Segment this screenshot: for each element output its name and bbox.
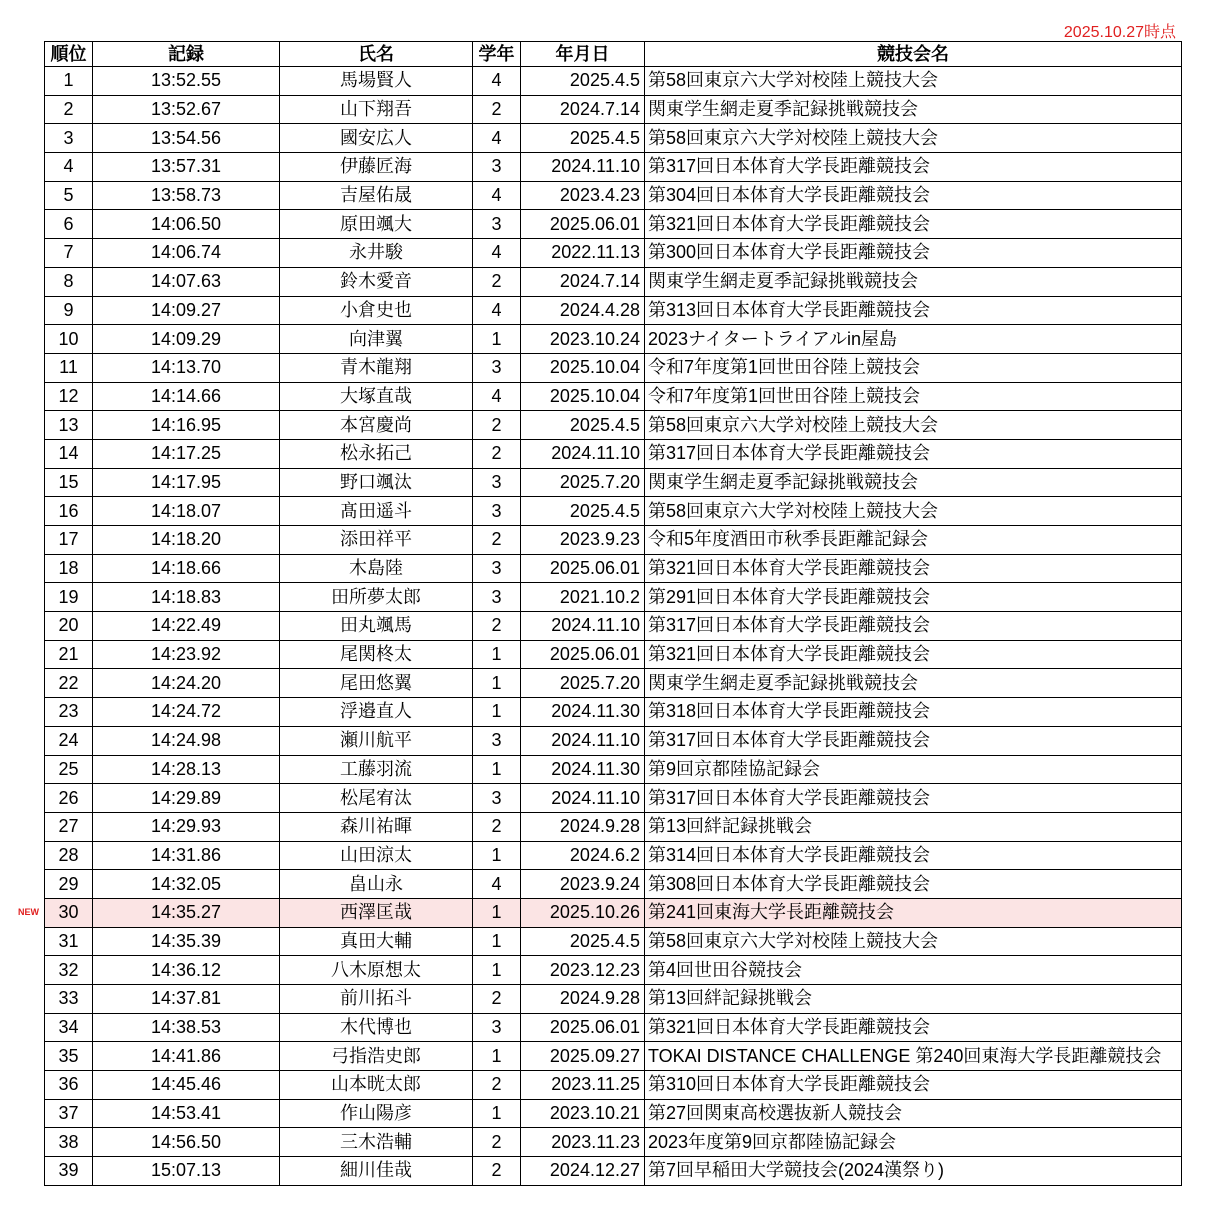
name-cell: 松尾宥汰: [280, 784, 473, 813]
grade-cell: 2: [473, 812, 521, 841]
record-cell: 13:57.31: [93, 153, 280, 182]
record-cell: 14:07.63: [93, 267, 280, 296]
record-cell: 14:45.46: [93, 1071, 280, 1100]
date-cell: 2024.11.10: [521, 726, 645, 755]
name-cell: 吉屋佑晟: [280, 181, 473, 210]
table-row: [45, 439, 1182, 468]
rank-cell: 28: [45, 841, 93, 870]
table-row: [45, 353, 1182, 382]
date-cell: 2025.06.01: [521, 640, 645, 669]
record-cell: 14:32.05: [93, 870, 280, 899]
grade-cell: 1: [473, 640, 521, 669]
meet-cell: 第13回絆記録挑戦会: [645, 812, 1182, 841]
record-cell: 14:38.53: [93, 1013, 280, 1042]
table-row: [45, 382, 1182, 411]
record-cell: 14:18.07: [93, 497, 280, 526]
date-cell: 2025.09.27: [521, 1042, 645, 1071]
date-cell: 2024.9.28: [521, 812, 645, 841]
table-row: [45, 1099, 1182, 1128]
grade-cell: 2: [473, 526, 521, 555]
meet-cell: 2023年度第9回京都陸協記録会: [645, 1128, 1182, 1157]
table-row: [45, 669, 1182, 698]
table-row: [45, 239, 1182, 268]
grade-cell: 2: [473, 95, 521, 124]
grade-cell: 3: [473, 353, 521, 382]
rank-cell: 17: [45, 526, 93, 555]
name-cell: 田所夢太郎: [280, 583, 473, 612]
meet-cell: 第308回日本体育大学長距離競技会: [645, 870, 1182, 899]
date-cell: 2025.10.04: [521, 382, 645, 411]
rank-cell: 15: [45, 468, 93, 497]
record-cell: 14:24.72: [93, 698, 280, 727]
record-cell: 14:24.20: [93, 669, 280, 698]
table-row: [45, 67, 1182, 96]
table-row: [45, 726, 1182, 755]
record-cell: 13:58.73: [93, 181, 280, 210]
rank-cell: 37: [45, 1099, 93, 1128]
rank-cell: 20: [45, 612, 93, 641]
table-row: [45, 411, 1182, 440]
name-cell: 前川拓斗: [280, 985, 473, 1014]
meet-cell: 令和5年度酒田市秋季長距離記録会: [645, 526, 1182, 555]
name-cell: 伊藤匠海: [280, 153, 473, 182]
table-row: [45, 526, 1182, 555]
meet-cell: 第317回日本体育大学長距離競技会: [645, 612, 1182, 641]
meet-cell: 第317回日本体育大学長距離競技会: [645, 439, 1182, 468]
meet-cell: 第7回早稲田大学競技会(2024漢祭り): [645, 1157, 1182, 1186]
table-row: [45, 812, 1182, 841]
table-row: [45, 468, 1182, 497]
date-cell: 2024.6.2: [521, 841, 645, 870]
table-row: [45, 612, 1182, 641]
name-cell: 向津翼: [280, 325, 473, 354]
date-cell: 2025.10.04: [521, 353, 645, 382]
rank-cell: 31: [45, 927, 93, 956]
name-cell: 細川佳哉: [280, 1157, 473, 1186]
name-cell: 國安広人: [280, 124, 473, 153]
table-row: [45, 267, 1182, 296]
meet-cell: 関東学生網走夏季記録挑戦競技会: [645, 468, 1182, 497]
table-row: [45, 841, 1182, 870]
meet-cell: 第317回日本体育大学長距離競技会: [645, 726, 1182, 755]
table-row: [45, 985, 1182, 1014]
rank-cell: 3: [45, 124, 93, 153]
grade-cell: 3: [473, 497, 521, 526]
grade-cell: 2: [473, 985, 521, 1014]
header-record: 記録: [93, 42, 280, 67]
grade-cell: 3: [473, 554, 521, 583]
grade-cell: 3: [473, 210, 521, 239]
date-cell: 2024.7.14: [521, 95, 645, 124]
record-cell: 14:09.27: [93, 296, 280, 325]
header-grade: 学年: [473, 42, 521, 67]
date-cell: 2025.4.5: [521, 124, 645, 153]
name-cell: 三木浩輔: [280, 1128, 473, 1157]
table-row: [45, 1013, 1182, 1042]
meet-cell: 第321回日本体育大学長距離競技会: [645, 554, 1182, 583]
grade-cell: 2: [473, 411, 521, 440]
grade-cell: 3: [473, 784, 521, 813]
date-cell: 2023.12.23: [521, 956, 645, 985]
date-cell: 2025.06.01: [521, 1013, 645, 1042]
date-cell: 2024.11.10: [521, 612, 645, 641]
name-cell: 原田颯大: [280, 210, 473, 239]
rank-cell: 27: [45, 812, 93, 841]
table-row: [45, 870, 1182, 899]
rank-cell: 16: [45, 497, 93, 526]
name-cell: 野口颯汰: [280, 468, 473, 497]
date-cell: 2023.10.21: [521, 1099, 645, 1128]
grade-cell: 1: [473, 669, 521, 698]
rank-cell: 8: [45, 267, 93, 296]
name-cell: 添田祥平: [280, 526, 473, 555]
rank-cell: 18: [45, 554, 93, 583]
record-cell: 14:29.89: [93, 784, 280, 813]
record-cell: 13:52.55: [93, 67, 280, 96]
meet-cell: 第300回日本体育大学長距離競技会: [645, 239, 1182, 268]
name-cell: 本宮慶尚: [280, 411, 473, 440]
grade-cell: 2: [473, 612, 521, 641]
grade-cell: 3: [473, 726, 521, 755]
rank-cell: 32: [45, 956, 93, 985]
grade-cell: 2: [473, 267, 521, 296]
date-cell: 2024.11.30: [521, 698, 645, 727]
meet-cell: 第27回関東高校選抜新人競技会: [645, 1099, 1182, 1128]
grade-cell: 1: [473, 698, 521, 727]
meet-cell: 第321回日本体育大学長距離競技会: [645, 1013, 1182, 1042]
record-cell: 13:52.67: [93, 95, 280, 124]
grade-cell: 1: [473, 1042, 521, 1071]
meet-cell: 関東学生網走夏季記録挑戦競技会: [645, 669, 1182, 698]
date-cell: 2023.11.25: [521, 1071, 645, 1100]
rank-cell: 25: [45, 755, 93, 784]
date-cell: 2023.9.24: [521, 870, 645, 899]
rank-cell: 39: [45, 1157, 93, 1186]
record-cell: 14:31.86: [93, 841, 280, 870]
name-cell: 工藤羽流: [280, 755, 473, 784]
table-row: [45, 583, 1182, 612]
meet-cell: 第314回日本体育大学長距離競技会: [645, 841, 1182, 870]
grade-cell: 1: [473, 841, 521, 870]
record-cell: 14:41.86: [93, 1042, 280, 1071]
name-cell: 八木原想太: [280, 956, 473, 985]
meet-cell: 第321回日本体育大学長距離競技会: [645, 210, 1182, 239]
date-cell: 2024.11.10: [521, 784, 645, 813]
date-cell: 2022.11.13: [521, 239, 645, 268]
table-row: [45, 1157, 1182, 1186]
table-row: [45, 153, 1182, 182]
rank-cell: 30: [45, 898, 93, 927]
record-cell: 14:17.95: [93, 468, 280, 497]
rank-cell: 14: [45, 439, 93, 468]
rank-cell: 35: [45, 1042, 93, 1071]
name-cell: 松永拓己: [280, 439, 473, 468]
rank-cell: 13: [45, 411, 93, 440]
date-cell: 2024.9.28: [521, 985, 645, 1014]
meet-cell: 令和7年度第1回世田谷陸上競技会: [645, 382, 1182, 411]
meet-cell: 2023ナイタートライアルin屋島: [645, 325, 1182, 354]
header-date: 年月日: [521, 42, 645, 67]
date-cell: 2025.7.20: [521, 468, 645, 497]
name-cell: 浮邉直人: [280, 698, 473, 727]
rank-cell: 5: [45, 181, 93, 210]
record-cell: 14:18.83: [93, 583, 280, 612]
grade-cell: 4: [473, 382, 521, 411]
record-cell: 14:14.66: [93, 382, 280, 411]
name-cell: 尾田悠翼: [280, 669, 473, 698]
meet-cell: 第318回日本体育大学長距離競技会: [645, 698, 1182, 727]
grade-cell: 3: [473, 153, 521, 182]
table-row: [45, 927, 1182, 956]
meet-cell: 第58回東京六大学対校陸上競技大会: [645, 927, 1182, 956]
meet-cell: 関東学生網走夏季記録挑戦競技会: [645, 267, 1182, 296]
rank-cell: 22: [45, 669, 93, 698]
meet-cell: 第58回東京六大学対校陸上競技大会: [645, 497, 1182, 526]
record-cell: 14:53.41: [93, 1099, 280, 1128]
meet-cell: 第313回日本体育大学長距離競技会: [645, 296, 1182, 325]
date-cell: 2023.9.23: [521, 526, 645, 555]
table-row: [45, 554, 1182, 583]
record-cell: 14:06.50: [93, 210, 280, 239]
rank-cell: 11: [45, 353, 93, 382]
header-rank: 順位: [45, 42, 93, 67]
rank-cell: 38: [45, 1128, 93, 1157]
rank-cell: 10: [45, 325, 93, 354]
table-row: [45, 124, 1182, 153]
rank-cell: 26: [45, 784, 93, 813]
grade-cell: 1: [473, 956, 521, 985]
name-cell: 髙田遥斗: [280, 497, 473, 526]
table-row: [45, 1042, 1182, 1071]
date-cell: 2024.7.14: [521, 267, 645, 296]
grade-cell: 3: [473, 468, 521, 497]
name-cell: 弓指浩史郎: [280, 1042, 473, 1071]
name-cell: 西澤匡哉: [280, 898, 473, 927]
name-cell: 田丸颯馬: [280, 612, 473, 641]
name-cell: 青木龍翔: [280, 353, 473, 382]
record-cell: 14:17.25: [93, 439, 280, 468]
rank-cell: 34: [45, 1013, 93, 1042]
date-cell: 2024.4.28: [521, 296, 645, 325]
date-cell: 2025.4.5: [521, 67, 645, 96]
date-cell: 2025.4.5: [521, 411, 645, 440]
name-cell: 小倉史也: [280, 296, 473, 325]
name-cell: 森川祐暉: [280, 812, 473, 841]
record-cell: 13:54.56: [93, 124, 280, 153]
grade-cell: 4: [473, 239, 521, 268]
table-row: [45, 898, 1182, 927]
meet-cell: 第13回絆記録挑戦会: [645, 985, 1182, 1014]
grade-cell: 2: [473, 439, 521, 468]
meet-cell: 第304回日本体育大学長距離競技会: [645, 181, 1182, 210]
rank-cell: 9: [45, 296, 93, 325]
date-cell: 2025.06.01: [521, 210, 645, 239]
name-cell: 真田大輔: [280, 927, 473, 956]
name-cell: 山田涼太: [280, 841, 473, 870]
record-cell: 15:07.13: [93, 1157, 280, 1186]
rank-cell: 33: [45, 985, 93, 1014]
as-of-date: 2025.10.27時点: [1063, 24, 1176, 41]
meet-cell: 第58回東京六大学対校陸上競技大会: [645, 411, 1182, 440]
grade-cell: 1: [473, 755, 521, 784]
header-meet: 競技会名: [645, 42, 1182, 67]
name-cell: 畠山永: [280, 870, 473, 899]
table-body: [45, 67, 1182, 1186]
date-cell: 2023.11.23: [521, 1128, 645, 1157]
meet-cell: 第9回京都陸協記録会: [645, 755, 1182, 784]
meet-cell: 第321回日本体育大学長距離競技会: [645, 640, 1182, 669]
grade-cell: 3: [473, 1013, 521, 1042]
name-cell: 作山陽彦: [280, 1099, 473, 1128]
grade-cell: 4: [473, 181, 521, 210]
meet-cell: 第58回東京六大学対校陸上競技大会: [645, 124, 1182, 153]
record-cell: 14:24.98: [93, 726, 280, 755]
table-row: [45, 325, 1182, 354]
record-cell: 14:18.20: [93, 526, 280, 555]
rank-cell: 4: [45, 153, 93, 182]
grade-cell: 1: [473, 927, 521, 956]
rank-cell: 21: [45, 640, 93, 669]
name-cell: 山下翔吾: [280, 95, 473, 124]
name-cell: 馬場賢人: [280, 67, 473, 96]
grade-cell: 4: [473, 870, 521, 899]
table-row: [45, 956, 1182, 985]
rank-cell: 29: [45, 870, 93, 899]
meet-cell: 第241回東海大学長距離競技会: [645, 898, 1182, 927]
record-cell: 14:23.92: [93, 640, 280, 669]
date-cell: 2025.06.01: [521, 554, 645, 583]
record-cell: 14:56.50: [93, 1128, 280, 1157]
table-row: [45, 640, 1182, 669]
name-cell: 山本晄太郎: [280, 1071, 473, 1100]
meet-cell: 令和7年度第1回世田谷陸上競技会: [645, 353, 1182, 382]
grade-cell: 4: [473, 67, 521, 96]
rank-cell: 6: [45, 210, 93, 239]
date-cell: 2023.10.24: [521, 325, 645, 354]
record-cell: 14:35.39: [93, 927, 280, 956]
table-row: [45, 296, 1182, 325]
meet-cell: 第4回世田谷競技会: [645, 956, 1182, 985]
date-cell: 2025.4.5: [521, 497, 645, 526]
name-cell: 瀬川航平: [280, 726, 473, 755]
grade-cell: 1: [473, 898, 521, 927]
rank-cell: 23: [45, 698, 93, 727]
grade-cell: 3: [473, 583, 521, 612]
record-cell: 14:16.95: [93, 411, 280, 440]
date-cell: 2024.12.27: [521, 1157, 645, 1186]
name-cell: 木島陸: [280, 554, 473, 583]
meet-cell: 第291回日本体育大学長距離競技会: [645, 583, 1182, 612]
table-row: [45, 1071, 1182, 1100]
name-cell: 永井駿: [280, 239, 473, 268]
table-row: [45, 1128, 1182, 1157]
date-cell: 2023.4.23: [521, 181, 645, 210]
record-cell: 14:06.74: [93, 239, 280, 268]
records-table: [44, 41, 1182, 1186]
rank-cell: 19: [45, 583, 93, 612]
name-cell: 尾関柊太: [280, 640, 473, 669]
date-cell: 2024.11.30: [521, 755, 645, 784]
table-row: [45, 784, 1182, 813]
record-cell: 14:09.29: [93, 325, 280, 354]
name-cell: 木代博也: [280, 1013, 473, 1042]
table-row: [45, 210, 1182, 239]
record-cell: 14:18.66: [93, 554, 280, 583]
date-cell: 2024.11.10: [521, 153, 645, 182]
record-cell: 14:22.49: [93, 612, 280, 641]
meet-cell: 第310回日本体育大学長距離競技会: [645, 1071, 1182, 1100]
grade-cell: 1: [473, 325, 521, 354]
rank-cell: 12: [45, 382, 93, 411]
rank-cell: 7: [45, 239, 93, 268]
table-row: [45, 698, 1182, 727]
table-row: [45, 755, 1182, 784]
record-cell: 14:28.13: [93, 755, 280, 784]
meet-cell: 第317回日本体育大学長距離競技会: [645, 153, 1182, 182]
date-cell: 2025.10.26: [521, 898, 645, 927]
grade-cell: 4: [473, 296, 521, 325]
date-cell: 2024.11.10: [521, 439, 645, 468]
name-cell: 大塚直哉: [280, 382, 473, 411]
rank-cell: 36: [45, 1071, 93, 1100]
header-row: [45, 42, 1182, 67]
grade-cell: 2: [473, 1071, 521, 1100]
record-cell: 14:35.27: [93, 898, 280, 927]
date-cell: 2021.10.2: [521, 583, 645, 612]
record-cell: 14:29.93: [93, 812, 280, 841]
record-cell: 14:13.70: [93, 353, 280, 382]
meet-cell: 第58回東京六大学対校陸上競技大会: [645, 67, 1182, 96]
meet-cell: TOKAI DISTANCE CHALLENGE 第240回東海大学長距離競技会: [645, 1042, 1182, 1071]
table-row: [45, 181, 1182, 210]
new-badge: NEW: [18, 906, 39, 917]
meet-cell: 関東学生網走夏季記録挑戦競技会: [645, 95, 1182, 124]
grade-cell: 2: [473, 1157, 521, 1186]
grade-cell: 4: [473, 124, 521, 153]
grade-cell: 2: [473, 1128, 521, 1157]
record-cell: 14:37.81: [93, 985, 280, 1014]
grade-cell: 1: [473, 1099, 521, 1128]
date-cell: 2025.7.20: [521, 669, 645, 698]
meet-cell: 第317回日本体育大学長距離競技会: [645, 784, 1182, 813]
table-row: [45, 95, 1182, 124]
rank-cell: 1: [45, 67, 93, 96]
rank-cell: 2: [45, 95, 93, 124]
header-name: 氏名: [280, 42, 473, 67]
table-row: [45, 497, 1182, 526]
name-cell: 鈴木愛音: [280, 267, 473, 296]
date-cell: 2025.4.5: [521, 927, 645, 956]
rank-cell: 24: [45, 726, 93, 755]
record-cell: 14:36.12: [93, 956, 280, 985]
